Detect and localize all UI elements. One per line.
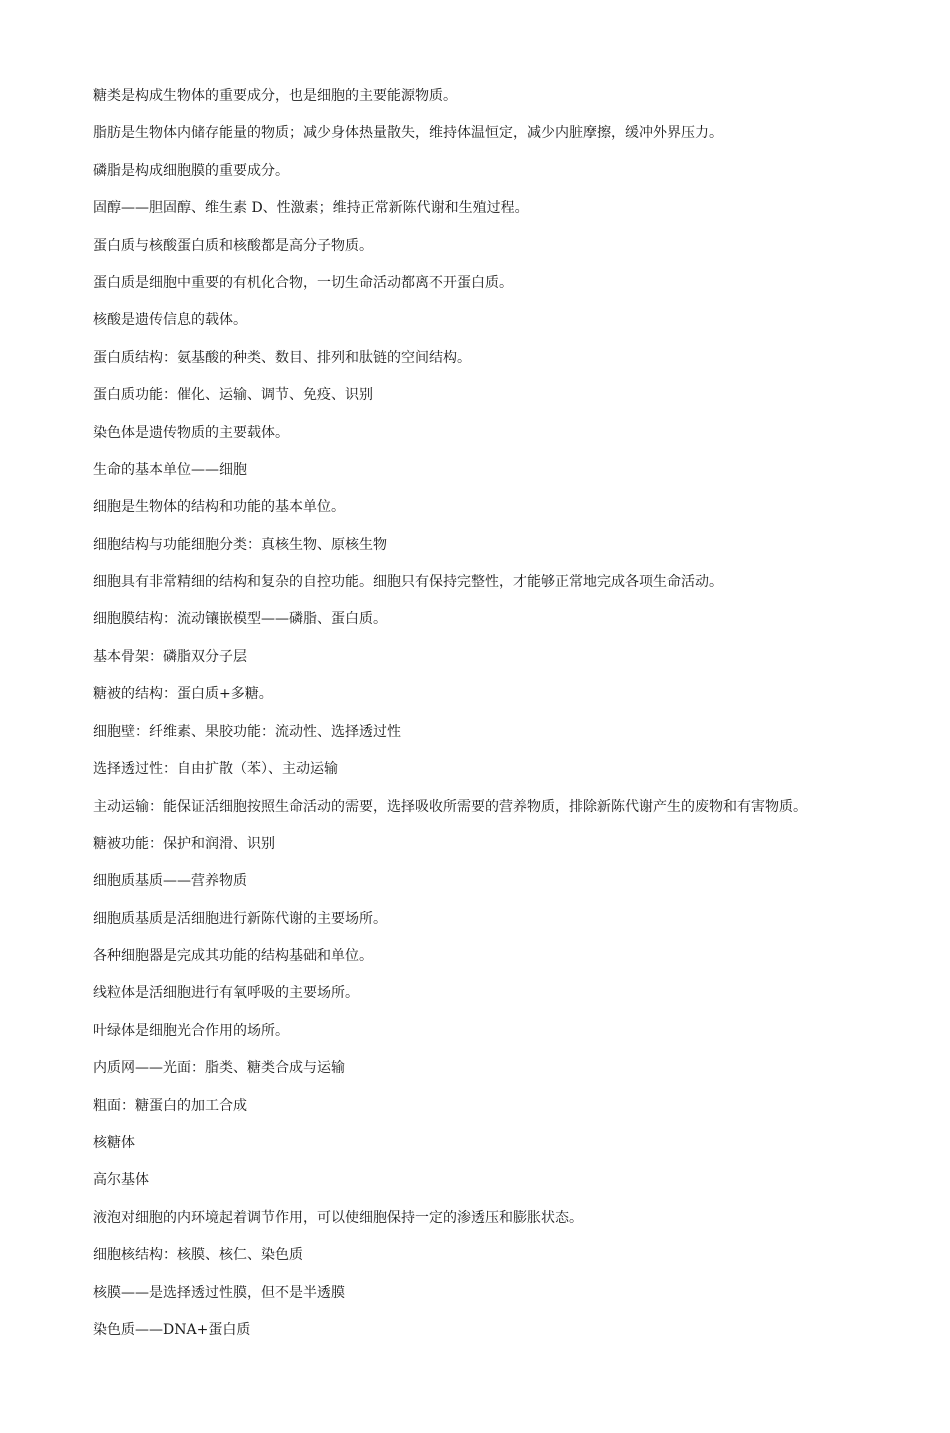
paragraph-10: 染色体是遗传物质的主要载体。 xyxy=(93,424,289,441)
paragraph-5: 蛋白质与核酸蛋白质和核酸都是高分子物质。 xyxy=(93,237,373,254)
paragraph-19: 选择透过性：自由扩散（苯）、主动运输 xyxy=(93,761,338,778)
paragraph-30: 高尔基体 xyxy=(93,1172,149,1189)
paragraph-1: 糖类是构成生物体的重要成分，也是细胞的主要能源物质。 xyxy=(93,88,457,104)
paragraph-33: 核膜——是选择透过性膜，但不是半透膜 xyxy=(93,1284,345,1301)
paragraph-24: 各种细胞器是完成其功能的结构基础和单位。 xyxy=(93,948,373,965)
paragraph-31: 液泡对细胞的内环境起着调节作用，可以使细胞保持一定的渗透压和膨胀状态。 xyxy=(93,1209,583,1226)
paragraph-26: 叶绿体是细胞光合作用的场所。 xyxy=(93,1022,289,1039)
paragraph-23: 细胞质基质是活细胞进行新陈代谢的主要场所。 xyxy=(93,910,387,927)
paragraph-15: 细胞膜结构：流动镶嵌模型——磷脂、蛋白质。 xyxy=(93,611,387,628)
paragraph-25: 线粒体是活细胞进行有氧呼吸的主要场所。 xyxy=(93,985,359,1002)
paragraph-27: 内质网——光面：脂类、糖类合成与运输 xyxy=(93,1060,345,1077)
paragraph-4: 固醇——胆固醇、维生素 D、性激素；维持正常新陈代谢和生殖过程。 xyxy=(93,200,529,217)
paragraph-2: 脂肪是生物体内储存能量的物质；减少身体热量散失，维持体温恒定，减少内脏摩擦，缓冲外界压力。 xyxy=(93,125,723,142)
paragraph-17: 糖被的结构：蛋白质+多糖。 xyxy=(93,686,273,703)
paragraph-32: 细胞核结构：核膜、核仁、染色质 xyxy=(93,1247,303,1264)
paragraph-12: 细胞是生物体的结构和功能的基本单位。 xyxy=(93,499,345,516)
paragraph-28: 粗面：糖蛋白的加工合成 xyxy=(93,1097,247,1114)
paragraph-9: 蛋白质功能：催化、运输、调节、免疫、识别 xyxy=(93,387,373,404)
paragraph-6: 蛋白质是细胞中重要的有机化合物，一切生命活动都离不开蛋白质。 xyxy=(93,274,513,291)
paragraph-8: 蛋白质结构：氨基酸的种类、数目、排列和肽链的空间结构。 xyxy=(93,349,471,366)
paragraph-7: 核酸是遗传信息的载体。 xyxy=(93,312,247,329)
paragraph-11: 生命的基本单位——细胞 xyxy=(93,461,247,478)
paragraph-21: 糖被功能：保护和润滑、识别 xyxy=(93,835,275,852)
document-body xyxy=(60,84,890,1355)
paragraph-13: 细胞结构与功能细胞分类：真核生物、原核生物 xyxy=(93,536,387,553)
paragraph-3: 磷脂是构成细胞膜的重要成分。 xyxy=(93,162,289,179)
paragraph-16: 基本骨架：磷脂双分子层 xyxy=(93,648,247,665)
paragraph-22: 细胞质基质——营养物质 xyxy=(93,873,247,890)
paragraph-34: 染色质——DNA+蛋白质 xyxy=(93,1322,251,1338)
paragraph-29: 核糖体 xyxy=(93,1135,135,1152)
paragraph-20: 主动运输：能保证活细胞按照生命活动的需要，选择吸收所需要的营养物质，排除新陈代谢产生的废物和有害物质。 xyxy=(93,799,807,816)
paragraph-14: 细胞具有非常精细的结构和复杂的自控功能。细胞只有保持完整性，才能够正常地完成各项生命活动。 xyxy=(93,574,723,591)
paragraph-18: 细胞壁：纤维素、果胶功能：流动性、选择透过性 xyxy=(93,723,401,740)
